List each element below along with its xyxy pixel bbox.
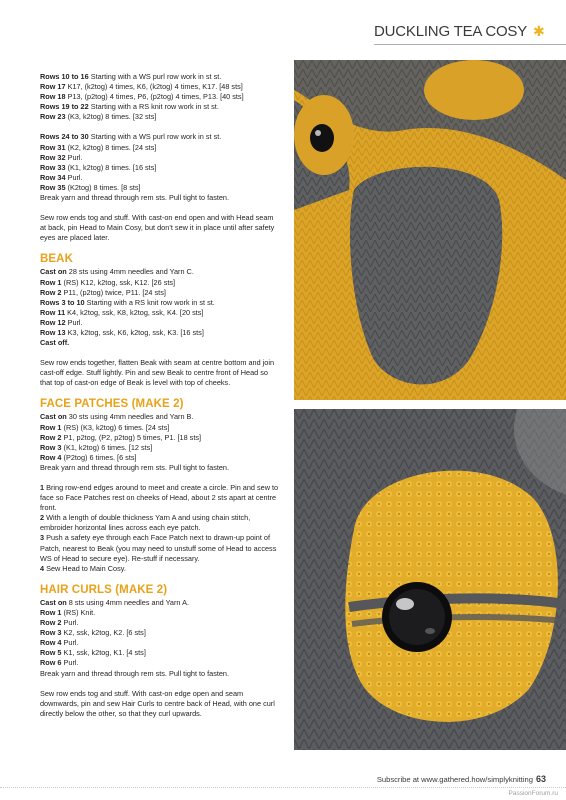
instruction-step (40, 483, 280, 513)
row-text: P13, (p2tog) 4 times, P6, (p2tog) 4 times, P13. [40 sts] (65, 92, 244, 102)
step-number: 3 (40, 533, 45, 543)
section-beak-title: BEAK (40, 253, 73, 266)
pattern-row (40, 608, 280, 618)
pattern-row (40, 298, 280, 308)
pattern-row (40, 328, 280, 338)
row-text: (RS) K12, k2tog, ssk, K12. [26 sts] (61, 277, 176, 287)
pattern-row (40, 443, 280, 453)
pattern-row (40, 278, 280, 288)
row-text: (P2tog) 6 times. [6 sts] (61, 452, 137, 462)
row-text: (RS) Knit. (61, 607, 96, 617)
footer-divider (0, 787, 566, 788)
row-label: Row 12 (40, 317, 66, 327)
row-label: Row 33 (40, 162, 66, 172)
row-text: Purl. (61, 658, 79, 668)
beak-photo (294, 60, 566, 400)
row-text: (K2tog) 8 times. [8 sts] (65, 182, 141, 192)
row-label: Row 11 (40, 307, 66, 317)
step-text: Sew Head to Main Cosy. (44, 563, 126, 573)
pattern-row (40, 338, 280, 348)
pattern-column (40, 72, 280, 719)
row-label: Row 2 (40, 618, 62, 628)
step-text: Push a safety eye through each Face Patch next to drawn-up point of Patch, nearest to Beak (you may need to unstuff some of Head to access WS of Head to secure eye). Re-stuff if necessary. (40, 533, 277, 563)
row-label: Row 6 (40, 658, 62, 668)
face-patch-photo (294, 409, 566, 750)
footer-subscribe-text[interactable]: Subscribe at www.gathered.how/simplyknitting (376, 775, 533, 784)
head-break: Break yarn and thread through rem sts. Pull tight to fasten. (40, 193, 230, 203)
hair-break: Break yarn and thread through rem sts. Pull tight to fasten. (40, 668, 230, 678)
row-label: Row 5 (40, 648, 62, 658)
pattern-row (40, 72, 280, 82)
step-number: 1 (40, 483, 45, 492)
row-text: P1, p2tog, (P2, p2tog) 5 times, P1. [18 sts] (61, 432, 202, 442)
head-rows-b (40, 132, 280, 193)
pattern-row (40, 92, 280, 102)
pattern-row (40, 102, 280, 112)
row-text: P11, (p2tog) twice, P11. [24 sts] (61, 287, 166, 297)
row-label: Row 17 (40, 82, 66, 92)
row-label: Row 1 (40, 277, 62, 287)
footer-subscribe (377, 774, 546, 784)
row-label: Cast off. (40, 338, 70, 348)
row-text: Purl. (61, 638, 79, 648)
header-title: DUCKLING TEA COSY (374, 22, 528, 40)
row-text: 30 sts using 4mm needles and Yarn B. (66, 412, 194, 422)
pattern-row (40, 318, 280, 328)
row-label: Row 2 (40, 432, 62, 442)
row-label: Rows 24 to 30 (40, 132, 89, 142)
row-text: K2, ssk, k2tog, K2. [6 sts] (61, 628, 146, 638)
instruction-step (40, 513, 280, 533)
row-text: (K1, k2tog) 8 times. [16 sts] (65, 162, 157, 172)
section-hair-title: HAIR CURLS (MAKE 2) (40, 583, 168, 596)
pattern-row (40, 453, 280, 463)
face-patch-illustration (294, 409, 566, 750)
row-label: Cast on (40, 412, 67, 422)
row-text: (K2, k2tog) 8 times. [24 sts] (65, 142, 157, 152)
pattern-row (40, 412, 280, 422)
row-text: 28 sts using 4mm needles and Yarn C. (66, 267, 194, 277)
row-label: Row 18 (40, 92, 66, 102)
hair-rows (40, 598, 280, 669)
row-text: 8 sts using 4mm needles and Yarn A. (66, 597, 189, 607)
pattern-row (40, 183, 280, 193)
row-text: (K1, k2tog) 6 times. [12 sts] (61, 442, 153, 452)
face-steps (40, 483, 280, 574)
page-number: 63 (535, 774, 546, 784)
row-text: Purl. (65, 172, 83, 182)
hair-sew: Sew row ends tog and stuff. With cast-on edge open and seam downwards, pin and sew Hair Curls to centre back of Head, with one curl directly below the other, so that they curl upwards. (40, 688, 275, 718)
row-text: K1, ssk, k2tog, K1. [4 sts] (61, 648, 146, 658)
watermark: PassionForum.ru (508, 790, 558, 797)
pattern-row (40, 82, 280, 92)
pattern-row (40, 173, 280, 183)
step-text: Bring row-end edges around to meet and create a circle. Pin and sew to face so Face Patches rest on cheeks of Head, about 2 sts apart at centre front. (40, 483, 279, 513)
face-rows (40, 412, 280, 462)
step-text: With a length of double thickness Yarn A and using chain stitch, embroider horizontal lines across each eye patch. (40, 513, 251, 533)
pattern-row (40, 143, 280, 153)
section-face-title: FACE PATCHES (MAKE 2) (40, 398, 184, 411)
row-label: Row 1 (40, 607, 62, 617)
pattern-row (40, 132, 280, 142)
row-label: Row 34 (40, 172, 66, 182)
pattern-row (40, 153, 280, 163)
flower-icon: ✱ (533, 23, 545, 39)
pattern-row (40, 267, 280, 277)
pattern-row (40, 308, 280, 318)
row-label: Row 4 (40, 638, 62, 648)
row-label: Row 23 (40, 112, 66, 122)
row-text: (RS) (K3, k2tog) 6 times. [24 sts] (61, 422, 170, 432)
row-label: Rows 3 to 10 (40, 297, 85, 307)
row-text: Purl. (65, 152, 83, 162)
pattern-row (40, 163, 280, 173)
row-label: Cast on (40, 597, 67, 607)
pattern-row (40, 628, 280, 638)
pattern-row (40, 618, 280, 628)
row-label: Row 13 (40, 327, 66, 337)
row-label: Row 31 (40, 142, 66, 152)
step-number: 4 (40, 563, 45, 573)
face-break: Break yarn and thread through rem sts. Pull tight to fasten. (40, 462, 230, 472)
row-text: K17, (k2tog) 4 times, K6, (k2tog) 4 times, K17. [48 sts] (65, 82, 243, 92)
row-text: Starting with a RS knit row work in st st. (84, 297, 215, 307)
row-text: Purl. (61, 618, 79, 628)
row-label: Cast on (40, 267, 67, 277)
instruction-step (40, 564, 280, 574)
pattern-row (40, 648, 280, 658)
pattern-row (40, 598, 280, 608)
page-header (374, 20, 566, 42)
row-text: Starting with a RS knit row work in st st. (88, 102, 219, 112)
row-label: Row 32 (40, 152, 66, 162)
pattern-row (40, 638, 280, 648)
pattern-row (40, 288, 280, 298)
row-label: Row 3 (40, 628, 62, 638)
head-sew: Sew row ends tog and stuff. With cast-on end open and with Head seam at back, pin Head to Main Cosy, but don’t sew it in place until after safety eyes are placed later. (40, 213, 275, 243)
row-text: Starting with a WS purl row work in st st. (88, 132, 222, 142)
row-text: K4, k2tog, ssk, K8, k2tog, ssk, K4. [20 sts] (65, 307, 204, 317)
beak-photo-illustration (294, 60, 566, 400)
row-label: Rows 19 to 22 (40, 102, 89, 112)
row-text: Starting with a WS purl row work in st st. (88, 72, 222, 81)
pattern-row (40, 658, 280, 668)
row-text: Purl. (65, 317, 83, 327)
row-label: Rows 10 to 16 (40, 72, 89, 81)
pattern-row (40, 423, 280, 433)
row-label: Row 35 (40, 182, 66, 192)
row-text: (K3, k2tog) 8 times. [32 sts] (65, 112, 157, 122)
head-rows-a (40, 72, 280, 122)
beak-sew: Sew row ends together, flatten Beak with seam at centre bottom and join cast-off edge. Stuff lightly. Pin and sew Beak to centre front of Head so that top of cast-on edge of Beak is level with top of cheeks. (40, 358, 275, 388)
beak-rows (40, 267, 280, 348)
instruction-step (40, 533, 280, 563)
pattern-row (40, 112, 280, 122)
row-text: K3, k2tog, ssk, K6, k2tog, ssk, K3. [16 sts] (65, 327, 204, 337)
row-label: Row 1 (40, 422, 62, 432)
row-label: Row 3 (40, 442, 62, 452)
row-label: Row 4 (40, 452, 62, 462)
pattern-row (40, 433, 280, 443)
step-number: 2 (40, 513, 45, 523)
header-divider (374, 44, 566, 45)
row-label: Row 2 (40, 287, 62, 297)
